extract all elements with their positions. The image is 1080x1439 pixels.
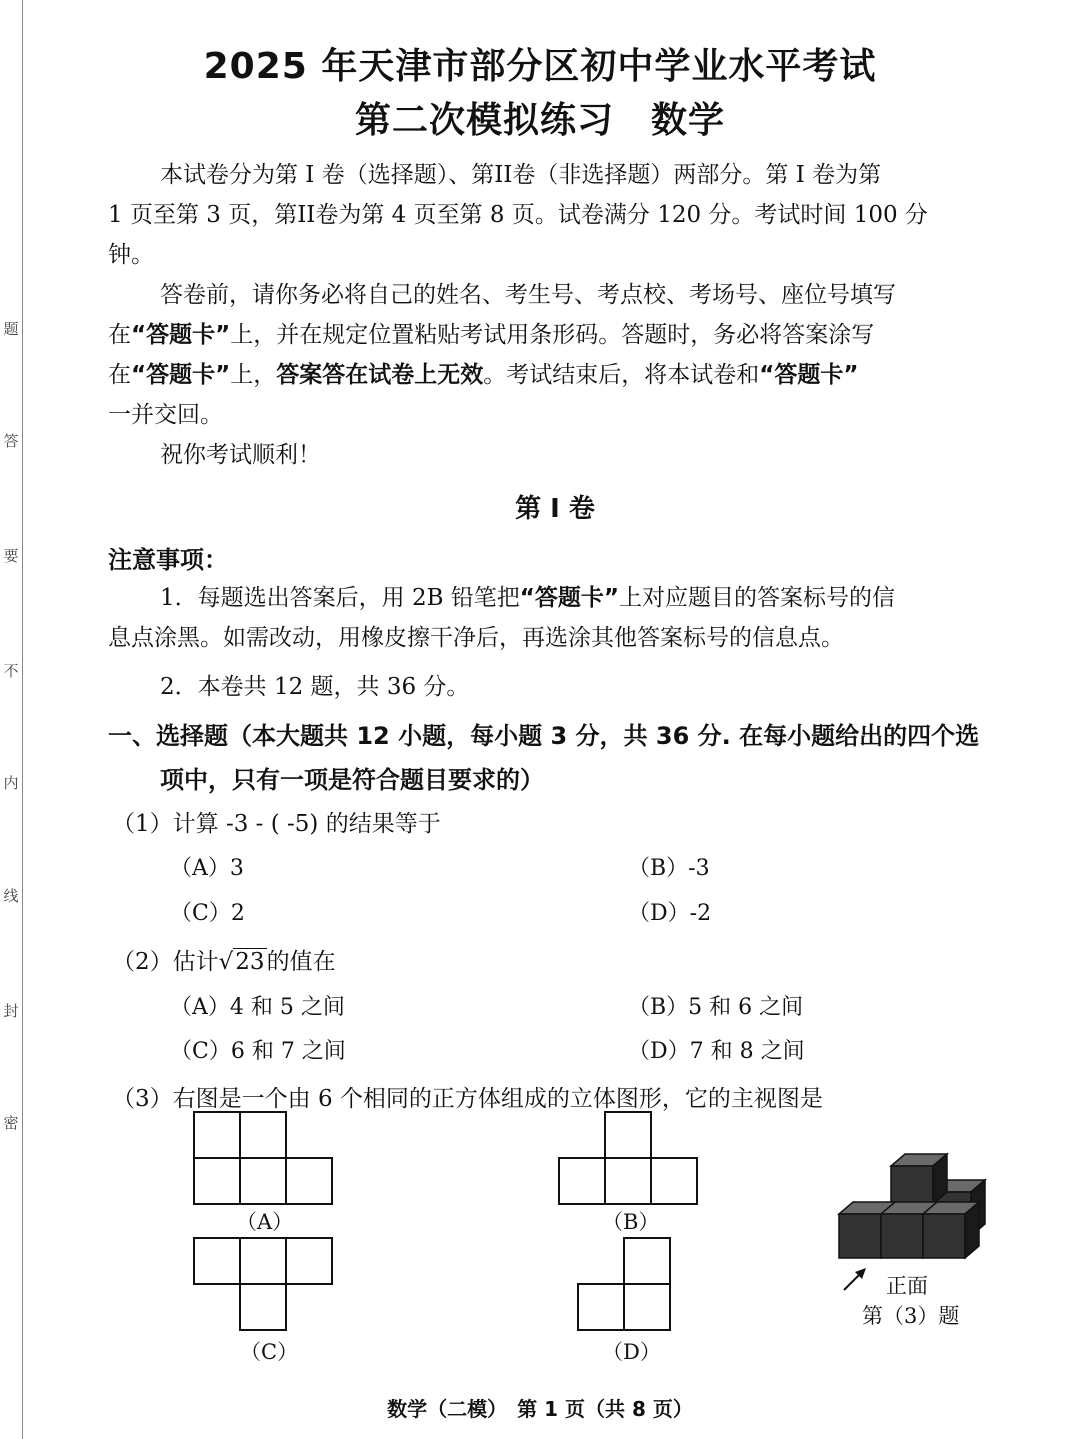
option-b-figure <box>555 1110 700 1208</box>
exam-title: 2025 年天津市部分区初中学业水平考试 <box>203 46 877 87</box>
margin-char: 线 <box>3 887 19 905</box>
section-title: 第 I 卷 <box>515 494 595 524</box>
note-2: 2．本卷共 12 题，共 36 分。 <box>160 674 470 700</box>
option-a-figure <box>190 1110 335 1208</box>
question-2-stem: （2）估计√23的值在 <box>112 949 336 975</box>
figure-caption: 第（3）题 <box>862 1304 960 1328</box>
intro-line: 在“答题卡”上，答案答在试卷上无效。考试结束后，将本试卷和“答题卡” <box>108 362 859 388</box>
margin-char: 内 <box>3 774 19 792</box>
question-2-option-a: （A）4 和 5 之间 <box>170 995 345 1020</box>
margin-char: 题 <box>3 320 19 338</box>
notes-heading: 注意事项： <box>108 546 228 574</box>
question-2-option-d: （D）7 和 8 之间 <box>628 1039 805 1064</box>
question-3-stem: （3）右图是一个由 6 个相同的正方体组成的立体图形，它的主视图是 <box>112 1086 823 1112</box>
square-root: √23 <box>218 949 265 975</box>
question-1-option-d: （D）-2 <box>628 901 712 926</box>
question-1-option-a: （A）3 <box>170 856 244 881</box>
option-d-label: （D） <box>602 1340 661 1364</box>
margin-char: 密 <box>3 1114 19 1132</box>
option-d-figure <box>576 1236 676 1334</box>
question-2-option-b: （B）5 和 6 之间 <box>628 995 804 1020</box>
part1-heading-line1: 一、选择题（本大题共 12 小题，每小题 3 分，共 36 分. 在每小题给出的四个选 <box>108 722 980 750</box>
option-b-label: （B） <box>602 1210 660 1234</box>
intro-line: 1 页至第 3 页，第II卷为第 4 页至第 8 页。试卷满分 120 分。考试时间 100 分 <box>108 202 928 228</box>
intro-line: 在“答题卡”上，并在规定位置粘贴考试用条形码。答题时，务必将答案涂写 <box>108 322 875 348</box>
intro-line: 钟。 <box>108 242 154 268</box>
margin-char: 要 <box>3 547 19 565</box>
question-1-option-b: （B）-3 <box>628 856 710 881</box>
question-1-stem: （1）计算 -3 - ( -5) 的结果等于 <box>112 811 441 837</box>
note-1: 1．每题选出答案后，用 2B 铅笔把“答题卡”上对应题目的答案标号的信 息点涂黑。如需改动，用橡皮擦干净后，再选涂其他答案标号的信息点。 <box>108 585 896 651</box>
option-a-label: （A） <box>236 1210 294 1234</box>
margin-char: 答 <box>3 432 19 450</box>
front-arrow-icon <box>838 1264 872 1294</box>
option-c-label: （C） <box>240 1340 299 1364</box>
exam-subtitle: 第二次模拟练习 数学 <box>354 100 725 141</box>
margin-char: 不 <box>3 662 19 680</box>
intro-paragraph-2 <box>108 275 1008 435</box>
intro-line: 答卷前，请你务必将自己的姓名、考生号、考点校、考场号、座位号填写 <box>160 282 896 308</box>
question-2-option-c: （C）6 和 7 之间 <box>170 1039 346 1064</box>
good-luck: 祝你考试顺利！ <box>160 442 321 468</box>
front-view-label: 正面 <box>886 1274 928 1298</box>
intro-paragraph-1 <box>108 155 1008 275</box>
binding-line <box>22 0 23 1439</box>
margin-char: 封 <box>3 1002 19 1020</box>
part1-heading-line2: 项中，只有一项是符合题目要求的） <box>160 766 544 794</box>
page-footer: 数学（二模） 第 1 页（共 8 页） <box>387 1397 693 1421</box>
option-c-figure <box>190 1236 335 1334</box>
question-1-option-c: （C）2 <box>170 901 245 926</box>
intro-line: 一并交回。 <box>108 402 223 428</box>
intro-line: 本试卷分为第 I 卷（选择题）、第II卷（非选择题）两部分。第 I 卷为第 <box>160 162 882 188</box>
